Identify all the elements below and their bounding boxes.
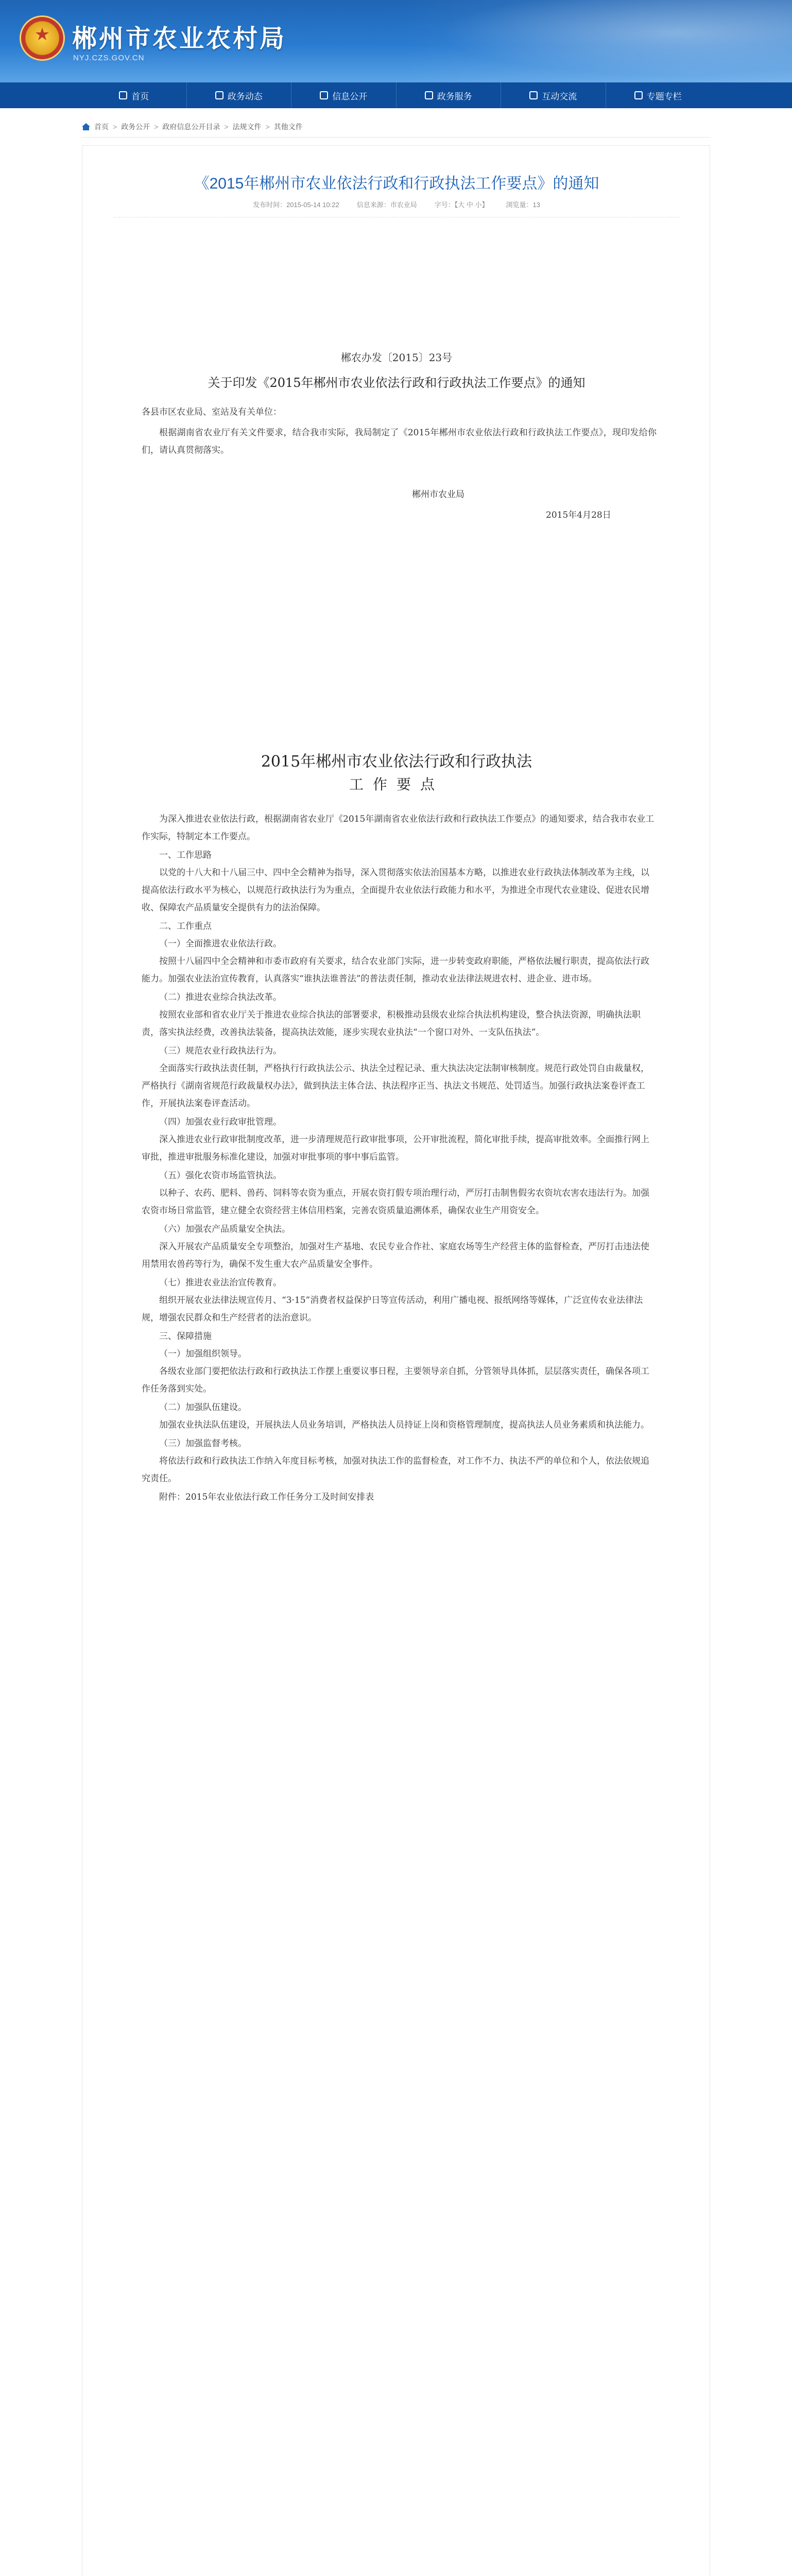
- breadcrumb-item[interactable]: 其他文件: [273, 123, 303, 131]
- section-paragraph: 深入推进农业行政审批制度改革，进一步清理规范行政审批事项，公开审批流程，简化审批手续，提高审批效率。全面推行网上审批，推进审批服务标准化建设，加强对审批事项的事中事后监管。: [142, 1134, 649, 1162]
- article-title: 《2015年郴州市农业依法行政和行政执法工作要点》的通知: [194, 175, 599, 192]
- view-count: 浏览量：13: [506, 201, 540, 209]
- section-paragraph: 加强农业执法队伍建设，开展执法人员业务培训，严格执法人员持证上岗和资格管理制度，提高执法人员业务素质和执法能力。: [159, 1420, 649, 1430]
- font-size-switch[interactable]: 字号：【大 中 小】: [434, 201, 489, 209]
- section-paragraph: 全面落实行政执法责任制，严格执行行政执法公示、执法全过程记录、重大执法决定法制审核制度。规范行政处罚自由裁量权，严格执行《湖南省规范行政裁量权办法》，做到执法主体合法、执法程序正当、执法文书规范、处罚适当。加强行政执法案卷评查工作，开展执法案卷评查活动。: [142, 1063, 649, 1109]
- notice-date: 2015年4月28日: [546, 510, 611, 520]
- attachment-note[interactable]: 附件：2015年农业依法行政工作任务分工及时间安排表: [159, 1492, 374, 1502]
- notice-title: 关于印发《2015年郴州市农业依法行政和行政执法工作要点》的通知: [208, 376, 586, 390]
- document-number: 郴农办发〔2015〕23号: [340, 351, 453, 364]
- section-heading: （二）加强队伍建设。: [159, 1402, 247, 1413]
- site-title[interactable]: 郴州市农业农村局: [72, 25, 287, 53]
- notice-signer: 郴州市农业局: [412, 489, 464, 500]
- section-paragraph: 将依法行政和行政执法工作纳入年度目标考核，加强对执法工作的监督检查，对工作不力、执法不严的单位和个人，依法依规追究责任。: [142, 1456, 649, 1484]
- section-paragraph: 按照农业部和省农业厅关于推进农业综合执法的部署要求，积极推动县级农业综合执法机构建设，整合执法资源，明确执法职责，落实执法经费，改善执法装备，提高执法效能，逐步实现农业执法“一个窗口对外、一支队伍执法”。: [142, 1010, 641, 1038]
- section-heading: 三、保障措施: [159, 1331, 212, 1342]
- nav-item-interact[interactable]: 互动交流: [501, 82, 606, 108]
- notice-body: 根据湖南省农业厅有关文件要求，结合我市实际，我局制定了《2015年郴州市农业依法行政和行政执法工作要点》，现印发给你们，请认真贯彻落实。: [142, 428, 657, 455]
- section-heading: （六）加强农产品质量安全执法。: [159, 1224, 290, 1234]
- section-heading: （四）加强农业行政审批管理。: [159, 1117, 282, 1127]
- info-icon: [320, 91, 328, 99]
- section-paragraph: 按照十八届四中全会精神和市委市政府有关要求，结合农业部门实际，进一步转变政府职能，严格依法履行职责，提高依法行政能力。加强农业法治宣传教育，认真落实“谁执法谁普法”的普法责任制，推动农业法律法规进农村、进企业、进市场。: [142, 956, 649, 984]
- section-paragraph: 以党的十八大和十八届三中、四中全会精神为指导，深入贯彻落实依法治国基本方略，以推进农业行政执法体制改革为主线，以提高依法行政水平为核心，以规范行政执法行为为重点，全面提升农业依法行政能力和水平，为推进全市现代农业建设、促进农民增收、保障农产品质量安全提供有力的法治保障。: [142, 868, 649, 913]
- plan-body: [142, 810, 657, 1507]
- topic-icon: [634, 91, 643, 99]
- home-icon: [82, 123, 90, 130]
- nav-item-home[interactable]: 首页: [82, 82, 187, 108]
- nav-item-news[interactable]: 政务动态: [187, 82, 292, 108]
- site-domain: NYJ.CZS.GOV.CN: [73, 54, 145, 62]
- section-paragraph: 各级农业部门要把依法行政和行政执法工作摆上重要议事日程，主要领导亲自抓，分管领导具体抓，层层落实责任，确保各项工作任务落到实处。: [142, 1366, 649, 1394]
- news-icon: [215, 91, 223, 99]
- site-header: [0, 0, 792, 82]
- breadcrumb-item[interactable]: 政务公开: [121, 123, 150, 131]
- home-icon: [119, 91, 127, 99]
- section-heading: （一）全面推进农业依法行政。: [159, 939, 282, 949]
- section-heading: 二、工作重点: [159, 921, 212, 931]
- section-paragraph: 组织开展农业法律法规宣传月、“3·15”消费者权益保护日等宣传活动，利用广播电视、报纸网络等媒体，广泛宣传农业法律法规，增强农民群众和生产经营者的法治意识。: [142, 1295, 643, 1323]
- breadcrumb-item[interactable]: 法规文件: [232, 123, 262, 131]
- section-paragraph: 以种子、农药、肥料、兽药、饲料等农资为重点，开展农资打假专项治理行动，严厉打击制售假劣农资坑农害农违法行为。加强农资市场日常监管，建立健全农资经营主体信用档案，完善农资质量追溯体系，确保农业生产用资安全。: [142, 1188, 649, 1216]
- section-heading: （二）推进农业综合执法改革。: [159, 992, 282, 1003]
- breadcrumb: 首页 > 政务公开 > 政府信息公开目录 > 法规文件 > 其他文件: [82, 116, 710, 138]
- plan-title: 2015年郴州市农业依法行政和行政执法: [261, 753, 532, 771]
- publish-time: 发布时间：2015-05-14 10:22: [253, 201, 339, 209]
- breadcrumb-item[interactable]: 首页: [94, 123, 109, 131]
- section-heading: （七）推进农业法治宣传教育。: [159, 1278, 282, 1288]
- article-meta: [82, 199, 711, 209]
- nav-item-service[interactable]: 政务服务: [397, 82, 502, 108]
- section-heading: （五）强化农资市场监管执法。: [159, 1171, 282, 1181]
- section-heading: （一）加强组织领导。: [159, 1349, 247, 1359]
- nav-item-info[interactable]: 信息公开: [291, 82, 397, 108]
- article: [82, 145, 710, 2576]
- section-heading: （三）规范农业行政执法行为。: [159, 1046, 282, 1056]
- chat-icon: [529, 91, 538, 99]
- section-heading: 一、工作思路: [159, 850, 212, 860]
- notice-salutation: 各县市区农业局、室站及有关单位：: [142, 407, 282, 417]
- nav-item-topics[interactable]: 专题专栏: [606, 82, 711, 108]
- section-paragraph: 深入开展农产品质量安全专项整治，加强对生产基地、农民专业合作社、家庭农场等生产经营主体的监督检查，严厉打击违法使用禁用农兽药等行为，确保不发生重大农产品质量安全事件。: [142, 1242, 649, 1269]
- breadcrumb-item[interactable]: 政府信息公开目录: [162, 123, 220, 131]
- service-icon: [425, 91, 433, 99]
- header-decoration: [401, 0, 792, 82]
- plan-intro: 为深入推进农业依法行政，根据湖南省农业厅《2015年湖南省农业依法行政和行政执法工作要点》的通知要求，结合我市农业工作实际，特制定本工作要点。: [142, 814, 655, 842]
- plan-sections: [142, 846, 657, 1487]
- section-heading: （三）加强监督考核。: [159, 1438, 247, 1449]
- source: 信息来源：市农业局: [356, 201, 417, 209]
- plan-subtitle: 工作要点: [349, 776, 444, 793]
- main-nav: [0, 82, 792, 108]
- national-emblem-icon: [20, 15, 65, 61]
